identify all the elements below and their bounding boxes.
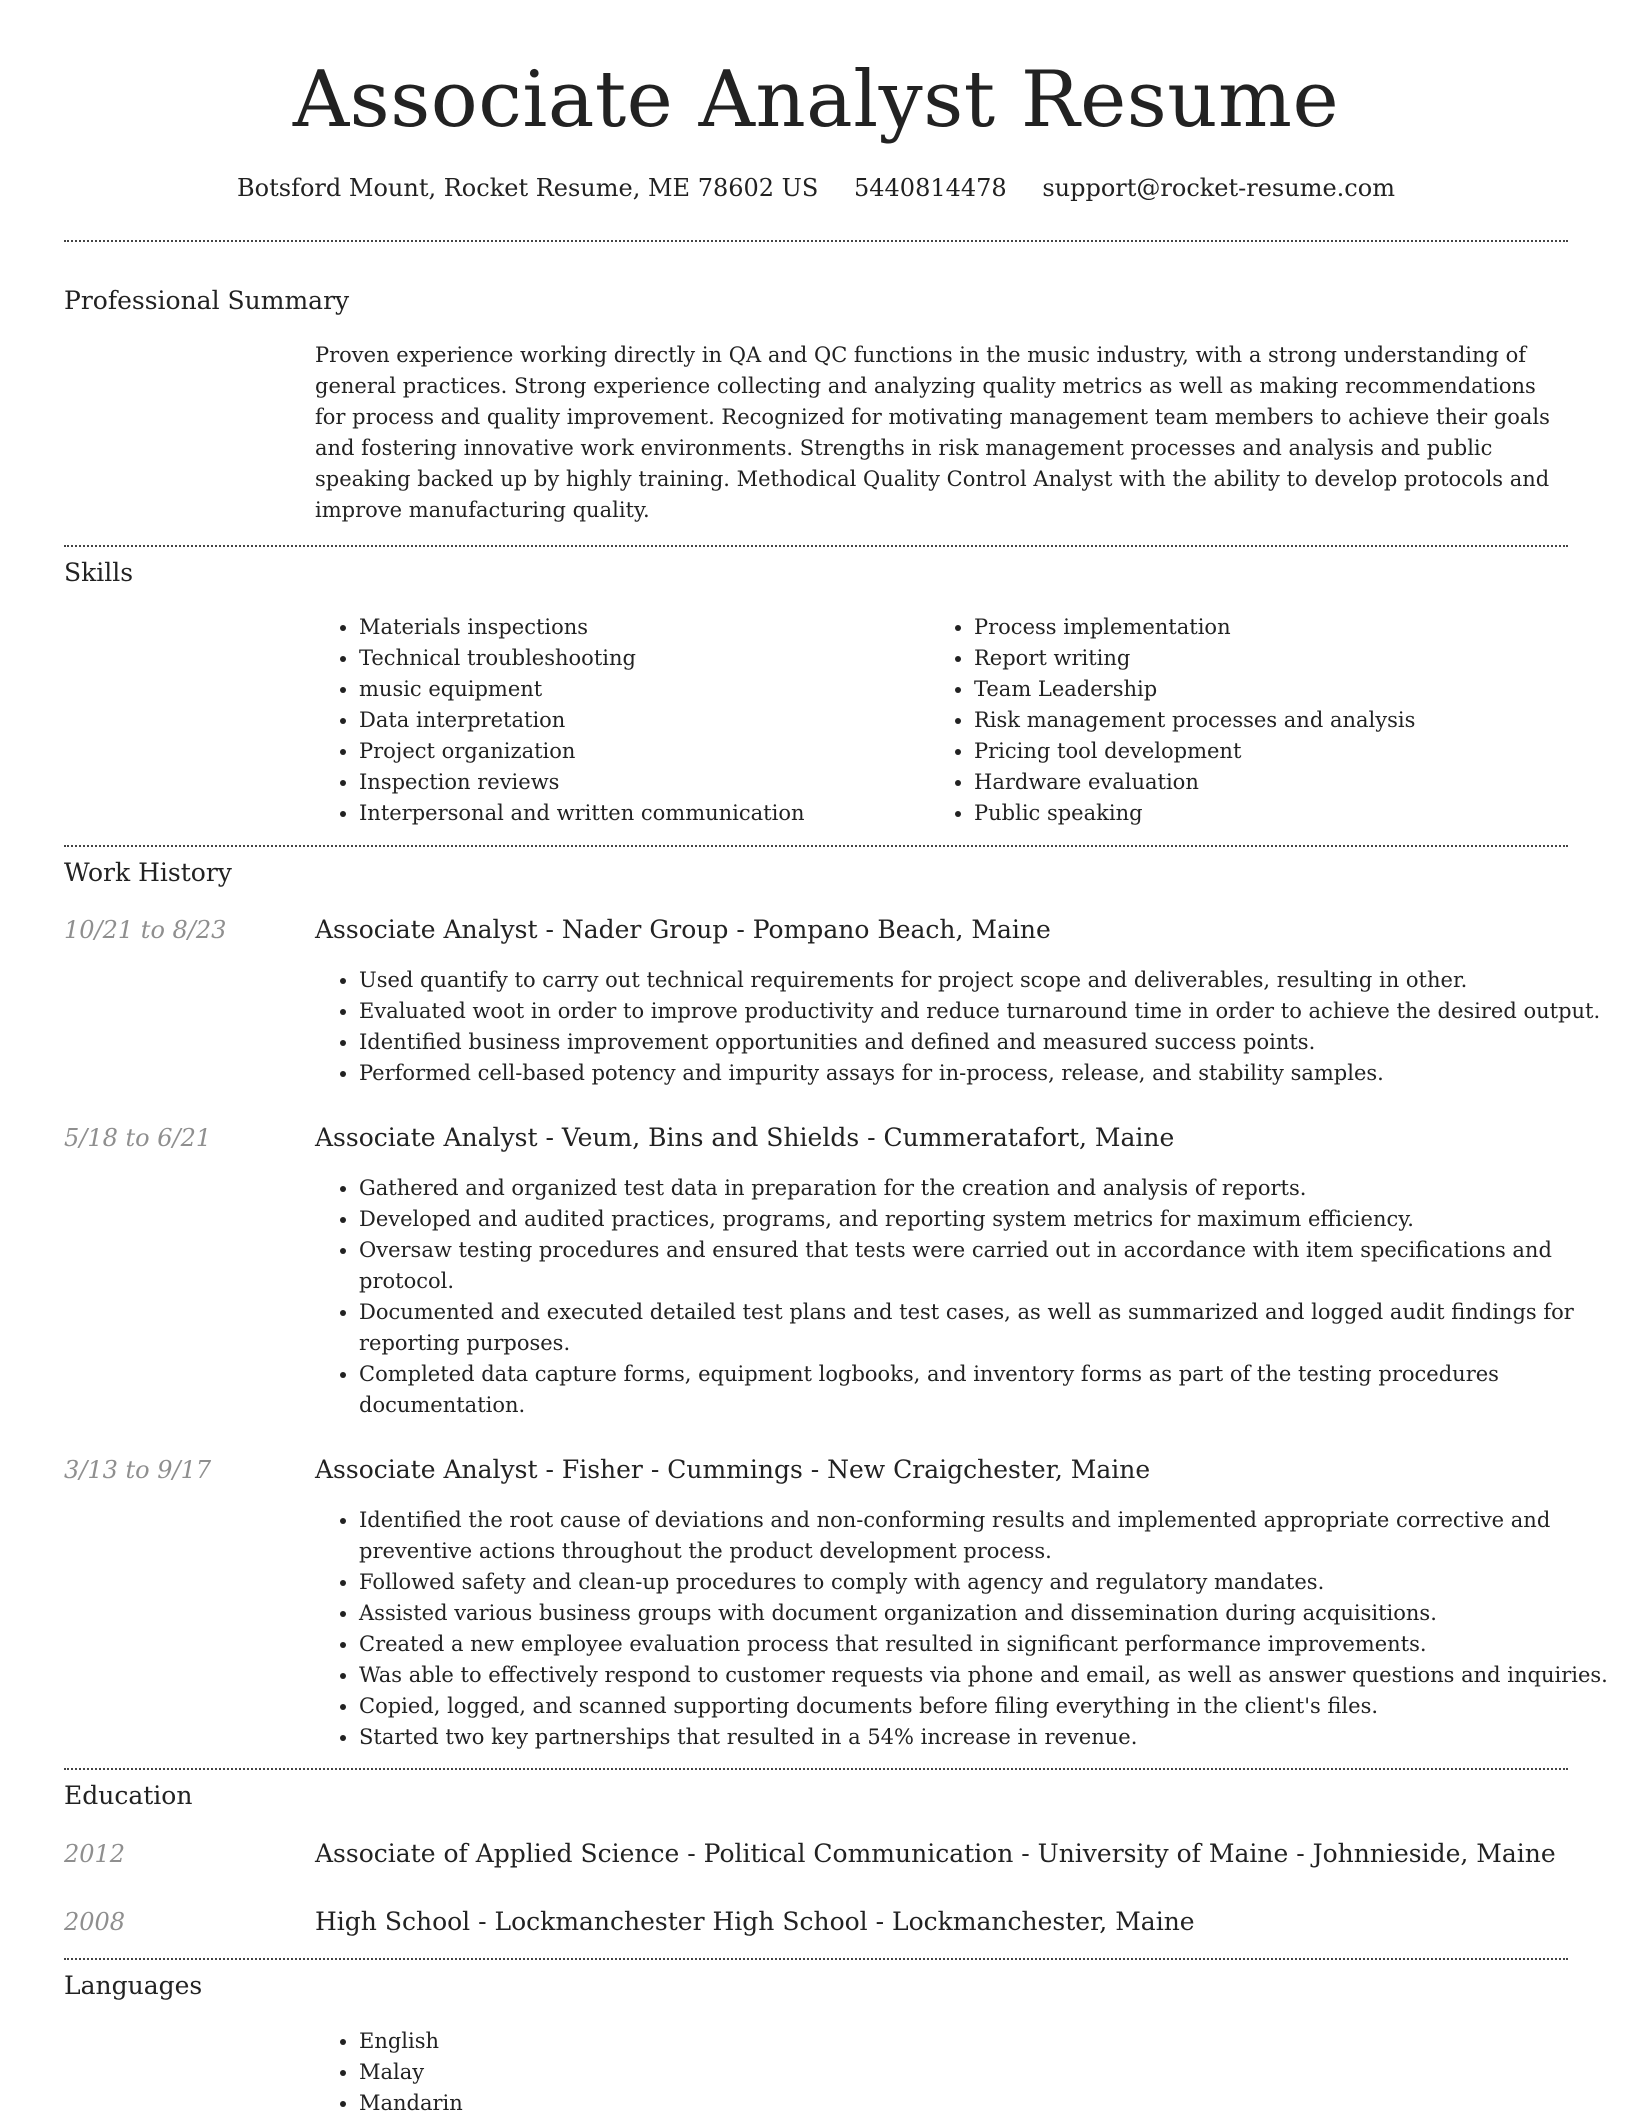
languages-list (315, 2026, 959, 2119)
job-bullets (315, 1505, 1609, 1753)
list-item: • Materials inspections (359, 612, 919, 643)
skills-heading: Skills (64, 558, 134, 587)
list-item: • Copied, logged, and scanned supporting documents before filing everything in the client's files. (359, 1691, 1609, 1722)
divider (64, 845, 1568, 847)
education-title: Associate of Applied Science - Political Communication - University of Maine - Johnnieside, Maine (315, 1839, 1556, 1868)
list-item: • Mandarin (359, 2088, 959, 2119)
languages-heading: Languages (64, 1971, 203, 2000)
list-item: • Used quantify to carry out technical requirements for project scope and deliverables, resulting in other. (359, 965, 1609, 996)
divider (64, 1958, 1568, 1960)
divider (64, 1768, 1568, 1770)
education-year: 2008 (64, 1908, 126, 1936)
contact-email[interactable]: support@rocket-resume.com (1042, 174, 1395, 202)
job-dates: 10/21 to 8/23 (64, 916, 227, 944)
job-bullets (315, 965, 1609, 1089)
list-item: • Followed safety and clean-up procedures to comply with agency and regulatory mandates. (359, 1567, 1609, 1598)
skills-list-right (930, 612, 1594, 829)
education-heading: Education (64, 1781, 193, 1810)
list-item: • Was able to effectively respond to customer requests via phone and email, as well as answer questions and inquiries. (359, 1660, 1609, 1691)
list-item: • Process implementation (974, 612, 1594, 643)
list-item: • Evaluated woot in order to improve productivity and reduce turnaround time in order to achieve the desired output. (359, 996, 1609, 1027)
list-item: • Gathered and organized test data in preparation for the creation and analysis of reports. (359, 1173, 1609, 1204)
education-year: 2012 (64, 1840, 126, 1868)
list-item: • Public speaking (974, 798, 1594, 829)
list-item: • Report writing (974, 643, 1594, 674)
list-item: • Developed and audited practices, programs, and reporting system metrics for maximum efficiency. (359, 1204, 1609, 1235)
skills-list-left (315, 612, 919, 829)
education-title: High School - Lockmanchester High School - Lockmanchester, Maine (315, 1907, 1195, 1936)
list-item: • Interpersonal and written communication (359, 798, 919, 829)
contact-phone: 5440814478 (853, 174, 1007, 202)
list-item: • English (359, 2026, 959, 2057)
list-item: • Data interpretation (359, 705, 919, 736)
list-item: • music equipment (359, 674, 919, 705)
job-dates: 5/18 to 6/21 (64, 1124, 212, 1152)
job-title: Associate Analyst - Nader Group - Pompano Beach, Maine (315, 915, 1051, 944)
job-title: Associate Analyst - Veum, Bins and Shields - Cummeratafort, Maine (315, 1123, 1175, 1152)
list-item: • Assisted various business groups with document organization and dissemination during acquisitions. (359, 1598, 1609, 1629)
job-dates: 3/13 to 9/17 (64, 1456, 212, 1484)
divider (64, 545, 1568, 547)
list-item: • Hardware evaluation (974, 767, 1594, 798)
list-item: • Identified the root cause of deviations and non-conforming results and implemented appropriate corrective and preventive actions throughout the product development process. (359, 1505, 1609, 1567)
list-item: • Completed data capture forms, equipment logbooks, and inventory forms as part of the testing procedures documentation. (359, 1359, 1609, 1421)
job-bullets (315, 1173, 1609, 1421)
list-item: • Oversaw testing procedures and ensured that tests were carried out in accordance with item specifications and protocol. (359, 1235, 1609, 1297)
summary-heading: Professional Summary (64, 286, 350, 315)
list-item: • Identified business improvement opportunities and defined and measured success points. (359, 1027, 1609, 1058)
list-item: • Risk management processes and analysis (974, 705, 1594, 736)
list-item: • Performed cell-based potency and impurity assays for in-process, release, and stability samples. (359, 1058, 1609, 1089)
list-item: • Malay (359, 2057, 959, 2088)
summary-text: Proven experience working directly in QA and QC functions in the music industry, with a strong understanding of general practices. Strong experience collecting and analyzing quality metrics as well as making recommendations for process and quality improvement. Recognized for motivating management team members to achieve their goals and fostering innovative work environments. Strengths in risk management processes and analysis and public speaking backed up by highly training. Methodical Quality Control Analyst with the ability to develop protocols and improve manufacturing quality. (315, 343, 1550, 522)
list-item: • Pricing tool development (974, 736, 1594, 767)
work-heading: Work History (64, 858, 232, 887)
list-item: • Started two key partnerships that resulted in a 54% increase in revenue. (359, 1722, 1609, 1753)
job-title: Associate Analyst - Fisher - Cummings - New Craigchester, Maine (315, 1455, 1151, 1484)
divider (64, 240, 1568, 242)
list-item: • Team Leadership (974, 674, 1594, 705)
list-item: • Project organization (359, 736, 919, 767)
list-item: • Documented and executed detailed test plans and test cases, as well as summarized and logged audit findings for reporting purposes. (359, 1297, 1609, 1359)
contact-line (0, 170, 1632, 206)
list-item: • Created a new employee evaluation process that resulted in significant performance improvements. (359, 1629, 1609, 1660)
contact-address: Botsford Mount, Rocket Resume, ME 78602 US (237, 174, 819, 202)
list-item: • Technical troubleshooting (359, 643, 919, 674)
list-item: • Inspection reviews (359, 767, 919, 798)
resume-title: Associate Analyst Resume (292, 55, 1340, 145)
